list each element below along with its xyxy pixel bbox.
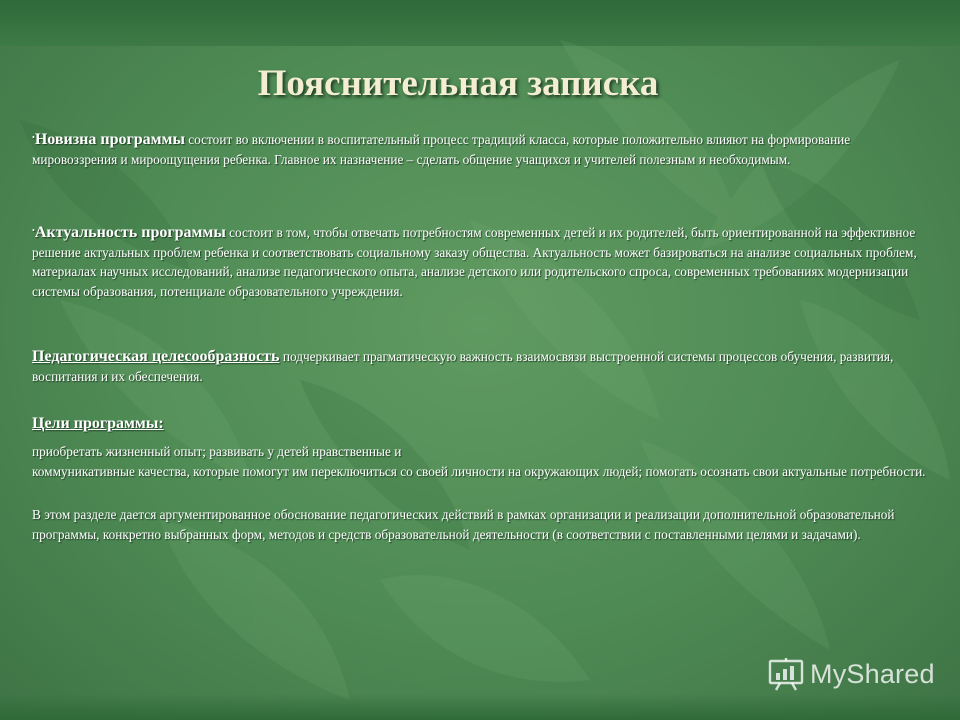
text-relevance: состоит в том, чтобы отвечать потребностям современных детей и их родителей, быть ориентированной на эффективное решение актуальных проблем ребенка и соответствовать социальному заказу общества. Актуальность может базироваться на анализе социальных проблем, материалах научных исследований, анализе педагогического опыта, анализе детского или родительского спроса, современных требованиях модернизации системы образования, потенциале образовательного учреждения. [32,225,917,299]
watermark-text: MyShared [810,658,935,689]
paragraph-goals-line-2: коммуникативные качества, которые помогут им переключиться со своей личности на окружающих людей; помогать осознать свои актуальные потребности. [32,464,926,479]
paragraph-goals-heading [32,414,164,434]
slide-title: Пояснительная записка [257,63,659,104]
bullet: • [32,226,35,235]
paragraph-relevance [32,221,927,301]
heading-expediency: Педагогическая целесообразность [32,348,280,365]
heading-relevance: Актуальность программы [34,224,226,241]
bullet: • [32,133,35,142]
paragraph-justification: В этом разделе дается аргументированное обоснование педагогических действий в рамках организации и реализации дополнительной образовательной программы, конкретно выбранных форм, методов и средств образовательной деятельности (в соответствии с поставленными целями и задачами). [32,507,895,542]
heading-novelty: Новизна программы [34,131,185,148]
myshared-watermark [768,654,944,694]
paragraph-novelty [32,128,927,169]
paragraph-expediency [32,347,927,386]
heading-goals: Цели программы: [32,415,164,432]
presentation-board-icon [768,657,804,691]
bottom-band [0,694,960,720]
text-novelty: состоит во включении в воспитательный процесс традиций класса, которые положительно влияют на формирование мировоззрения и мироощущения ребенка. Главное их назначение – сделать общение учащихся и учителей полезным и необходимым. [32,132,851,167]
paragraph-goals-line-1: приобретать жизненный опыт; развивать у детей нравственные и [32,444,402,459]
text-expediency: подчеркивает прагматическую важность взаимосвязи выстроенной системы процессов обучения, развития, воспитания и их обеспечения. [32,349,894,384]
